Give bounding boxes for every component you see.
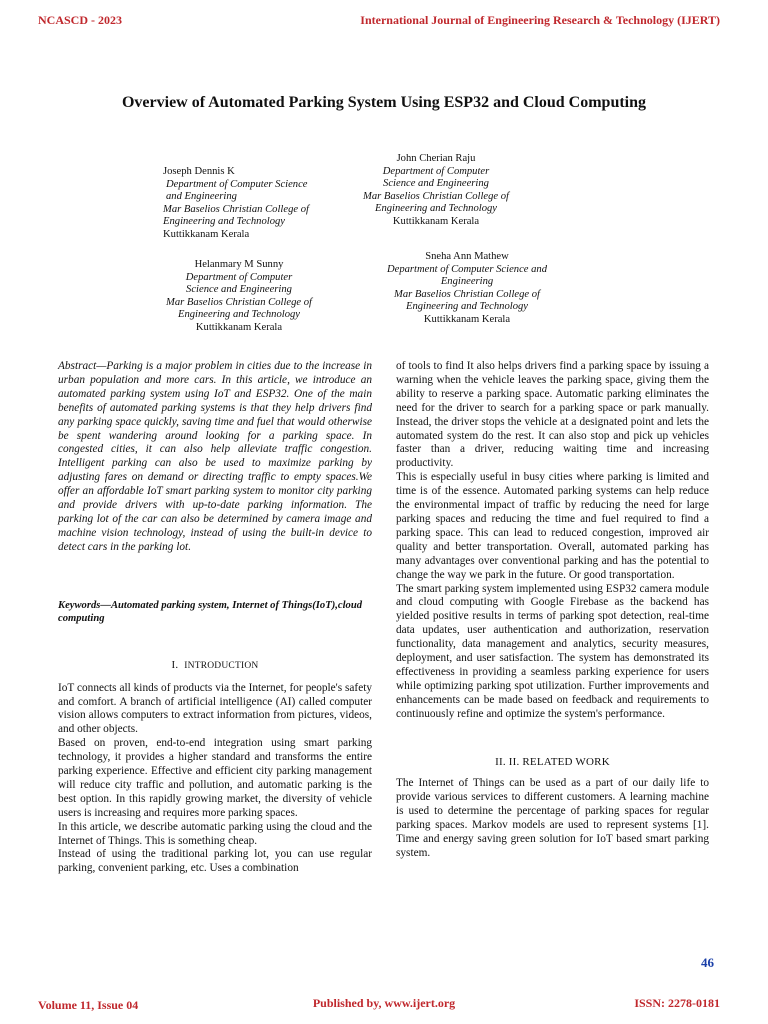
author-college: Mar Baselios Christian College of Engineering and Technology [394, 288, 540, 313]
paragraph: This is especially useful in busy cities where parking is limited and time is of the essence. Automated parking systems can help reduce the environmental impact of traffic by reducing the need for large parking spaces and reducing the time and fuel required to find a parking space. This can lead to reduced congestion, improved air quality and better transportation. Overall, automated parking has many advantages over conventional parking and has the potential to change the way we park in the future. Or good transportation. [396, 471, 709, 581]
author-city: Kuttikkanam Kerala [392, 215, 480, 227]
author-department: Department of Computer Science and Engineering [185, 271, 293, 296]
author-name: Joseph Dennis K [163, 166, 235, 177]
author-department: Department of Computer Science and Engineering [166, 178, 308, 203]
paragraph: IoT connects all kinds of products via the Internet, for people's safety and comfort. A branch of artificial intelligence (AI) called computer vision allows computers to extract information from pictures, videos, and other objects. [58, 681, 372, 736]
abstract [58, 360, 372, 555]
section-numeral: I. [171, 658, 179, 671]
section-heading-introduction [58, 659, 372, 674]
abstract-text: Parking is a major problem in cities due to the increase in urban population and more cars. In this article, we introduce an automated parking system using IoT and ESP32. One of the main benefits of automated parking systems is that they help drivers find any parking space quickly, saving time and fuel that would otherwise be spent wandering around looking for a parking space. In congested cities, it can also help alleviate traffic congestion. Intelligent parking can also be used to maximize parking by adjusting fares on demand or directing traffic to empty spaces.We offer an affordable IoT smart parking system to monitor city parking and provide drivers with up-to-date parking information. The parking lot of the car can also be determined by camera image and machine vision technology, instead of using the built-in device to detect cars in the parking lot. [58, 360, 372, 553]
paragraph: of tools to find It also helps drivers find a parking space by issuing a warning when the vehicle leaves the parking space, giving them the ability to reserve a parking space. Automatic parking eliminates the need for the driver to search for a parking space or park manually. Instead, the driver stops the vehicle at a designated point and lets the automated system do the rest. It can also stop and pick up vehicles faster than a driver, reducing waiting time and increasing productivity. [396, 360, 709, 470]
author-block-2 [352, 153, 520, 229]
paper-title: Overview of Automated Parking System Using ESP32 and Cloud Computing [121, 94, 647, 111]
page-number: 46 [701, 955, 714, 970]
author-block-1 [163, 166, 363, 242]
paragraph: Based on proven, end-to-end integration using smart parking technology, it provides a higher standard and transforms the entire parking experience. Effective and efficient city parking management will reduce city traffic and pollution, and automatic parking is the best option. In this rapidly growing market, the diversity of vehicle users is increasing and requires more parking spaces. [58, 737, 372, 819]
publisher: Published by, www.ijert.org [312, 996, 456, 1010]
author-name: Helanmary M Sunny [194, 259, 284, 270]
section-heading-related-work: II. II. RELATED WORK [495, 755, 610, 768]
section-title: INTRODUCTION [184, 660, 259, 671]
author-city: Kuttikkanam Kerala [163, 228, 250, 240]
paragraph: The Internet of Things can be used as a part of our daily life to provide various services to different customers. A learning machine is used to determine the percentage of parking spaces for regular parking spaces. Markov models are used to represent systems [1]. Time and energy saving green solution for IoT based smart parking system. [396, 777, 709, 859]
author-city: Kuttikkanam Kerala [423, 313, 511, 325]
paragraph: Instead of using the traditional parking lot, you can use regular parking, convenient parking, etc. Uses a combination [58, 848, 372, 875]
conference-label: NCASCD - 2023 [38, 13, 122, 27]
author-name: John Cherian Raju [396, 153, 476, 164]
author-college: Mar Baselios Christian College of Engineering and Technology [163, 203, 309, 228]
author-college: Mar Baselios Christian College of Engineering and Technology [363, 190, 509, 215]
journal-name: International Journal of Engineering Research & Technology (IJERT) [360, 13, 720, 27]
volume-issue: Volume 11, Issue 04 [38, 998, 139, 1012]
paragraph: In this article, we describe automatic parking using the cloud and the Internet of Things. This is something cheap. [58, 820, 372, 847]
paragraph: The smart parking system implemented using ESP32 camera module and cloud computing with Google Firebase as the backend has yielded positive results in terms of parking spot detection, real-time data updates, user authentication and authorization, reservation functionality, data management and analytics, security measures, deployment, and user satisfaction. The system has demonstrated its effectiveness in providing a seamless parking experience for users while optimizing parking spot utilization. Further improvements and enhancements can be made based on feedback and requirements to continuously refine and optimize the system's performance. [396, 582, 709, 720]
author-college: Mar Baselios Christian College of Engineering and Technology [166, 296, 312, 321]
author-city: Kuttikkanam Kerala [195, 321, 283, 333]
right-column [396, 360, 709, 861]
keywords: Keywords—Automated parking system, Internet of Things(IoT),cloud computing [58, 599, 363, 624]
author-department: Department of Computer Science and Engineering [382, 165, 490, 190]
issn: ISSN: 2278-0181 [634, 996, 720, 1010]
left-column [58, 360, 372, 876]
author-block-4 [372, 251, 562, 327]
author-name: Sneha Ann Mathew [425, 251, 509, 262]
author-block-3 [155, 259, 323, 335]
author-department: Department of Computer Science and Engineering [386, 263, 548, 288]
abstract-label: Abstract— [58, 360, 107, 372]
